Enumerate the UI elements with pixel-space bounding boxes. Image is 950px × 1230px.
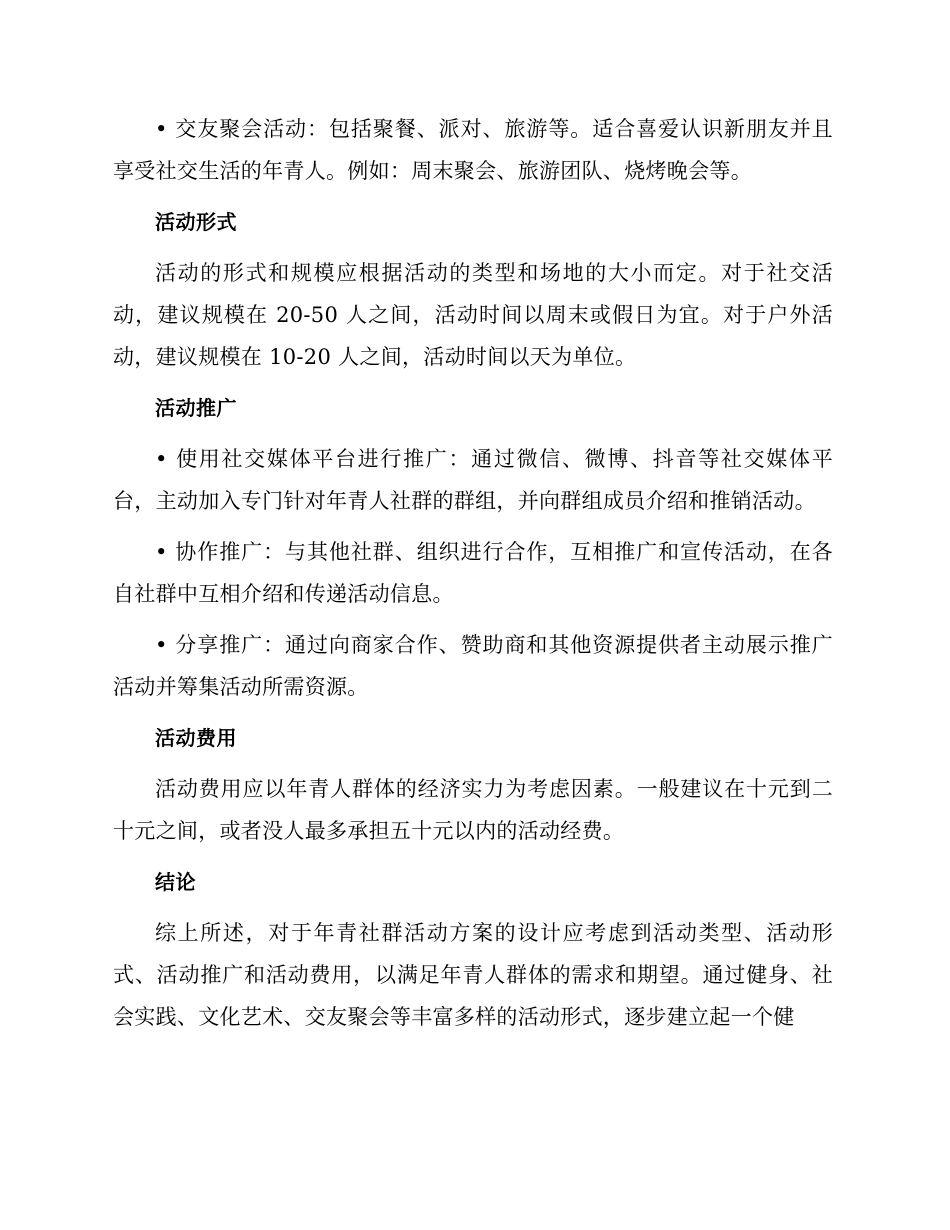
paragraph-promo-collaboration: • 协作推广：与其他社群、组织进行合作，互相推广和宣传活动，在各自社群中互相介绍和传递活动信息。 <box>113 540 833 606</box>
heading-conclusion: 结论 <box>155 870 196 894</box>
paragraph-conclusion: 综上所述，对于年青社群活动方案的设计应考虑到活动类型、活动形式、活动推广和活动费用，以满足年青人群体的需求和期望。通过健身、社会实践、文化艺术、交友聚会等丰富多样的活动形式，逐步建立起一个健 <box>113 921 833 1029</box>
paragraph-promo-social-media: • 使用社交媒体平台进行推广：通过微信、微博、抖音等社交媒体平台，主动加入专门针对年青人社群的群组，并向群组成员介绍和推销活动。 <box>113 447 833 513</box>
paragraph-promo-sharing: • 分享推广：通过向商家合作、赞助商和其他资源提供者主动展示推广活动并筹集活动所需资源。 <box>113 633 833 699</box>
paragraph-social-gathering: • 交友聚会活动：包括聚餐、派对、旅游等。适合喜爱认识新朋友并且享受社交生活的年青人。例如：周末聚会、旅游团队、烧烤晚会等。 <box>113 117 833 183</box>
paragraph-activity-cost: 活动费用应以年青人群体的经济实力为考虑因素。一般建议在十元到二十元之间，或者没人最多承担五十元以内的活动经费。 <box>113 777 833 843</box>
heading-activity-promotion: 活动推广 <box>155 396 237 420</box>
paragraph-activity-form: 活动的形式和规模应根据活动的类型和场地的大小而定。对于社交活动，建议规模在 20-50 人之间，活动时间以周末或假日为宜。对于户外活动，建议规模在 10-20 人之间，活动时间以天为单位。 <box>113 261 833 369</box>
document-page <box>113 108 833 1047</box>
heading-activity-form: 活动形式 <box>155 210 237 234</box>
heading-activity-cost: 活动费用 <box>155 726 237 750</box>
